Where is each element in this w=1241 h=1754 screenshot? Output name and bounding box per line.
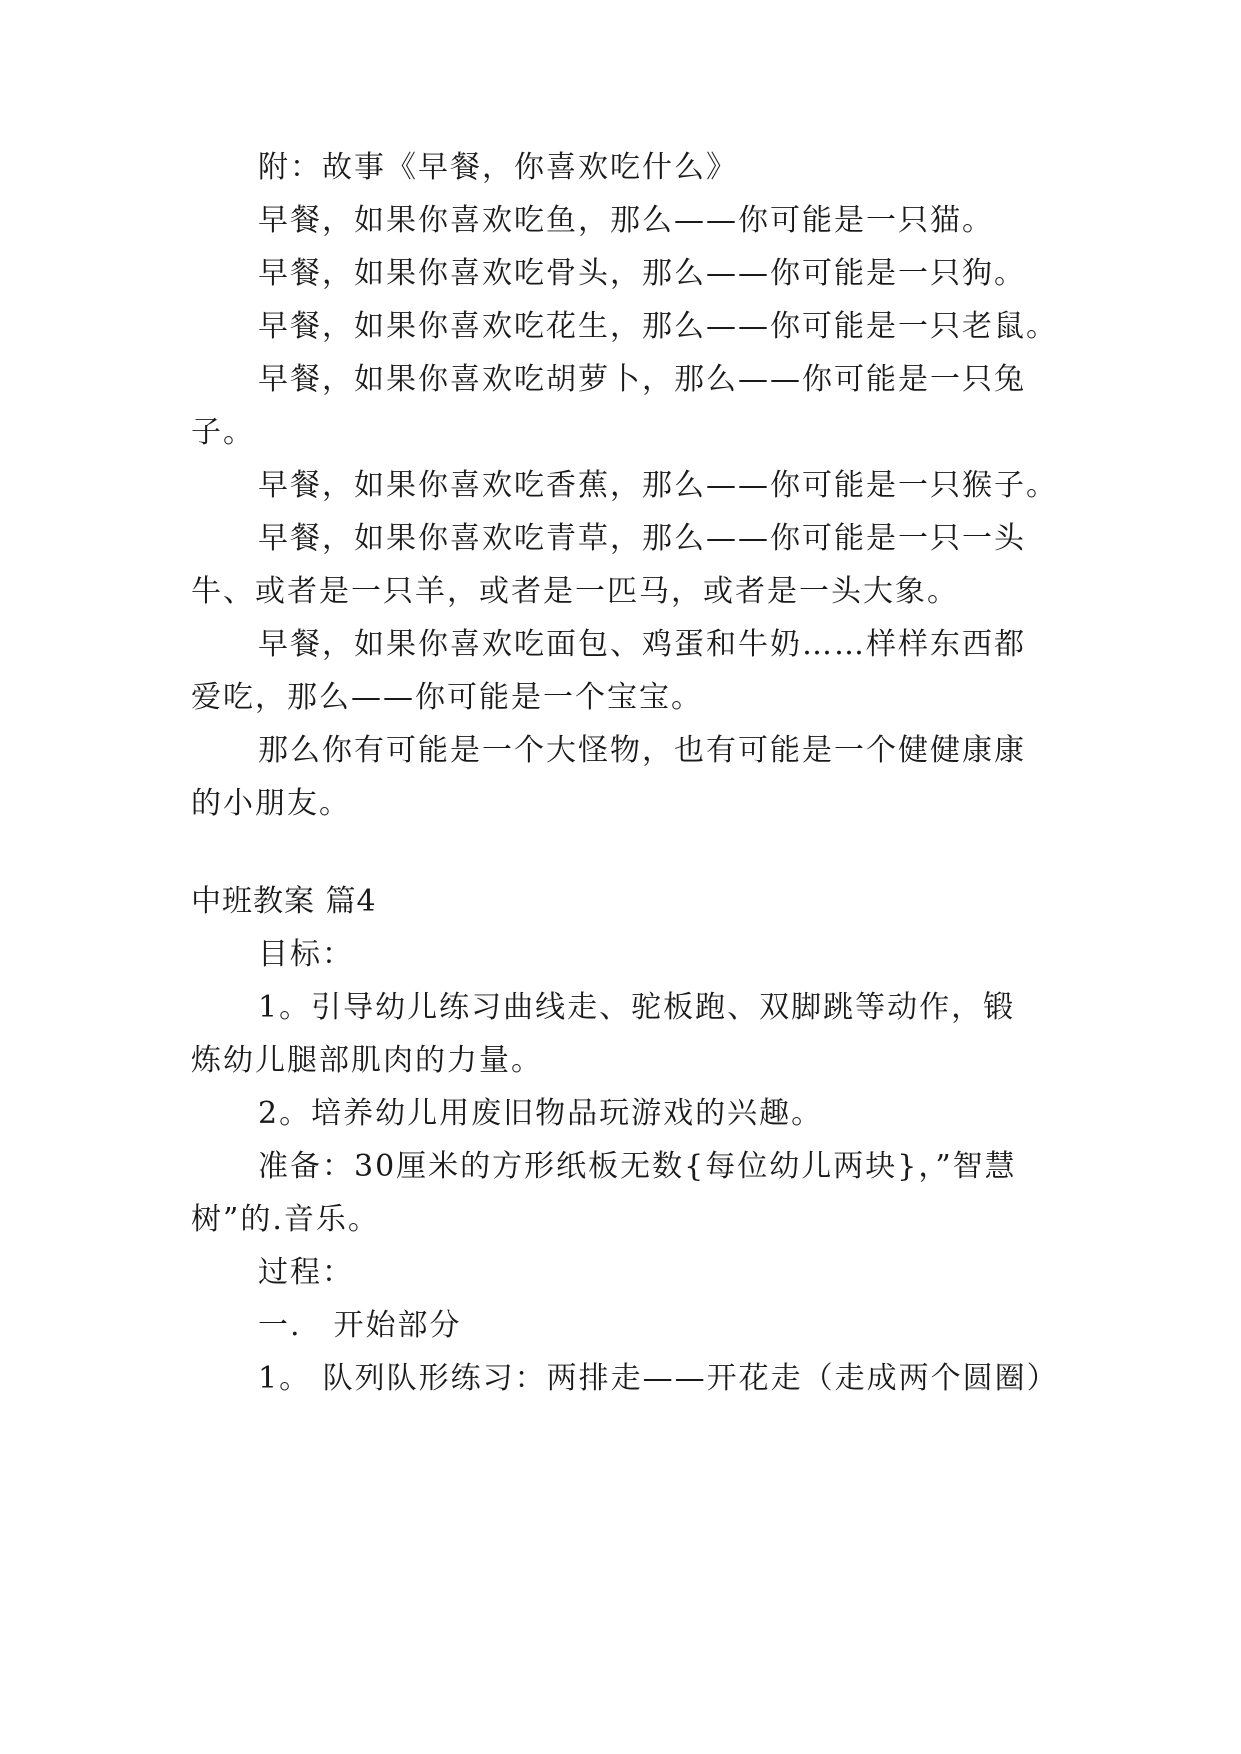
story-line: 爱吃，那么——你可能是一个宝宝。 (191, 680, 703, 715)
story-line: 早餐，如果你喜欢吃香蕉，那么——你可能是一只猴子。 (258, 468, 1058, 503)
lesson-line: 炼幼儿腿部肌肉的力量。 (191, 1043, 543, 1078)
lesson-line: 树”的.音乐。 (191, 1202, 380, 1237)
lesson-line: 2。培养幼儿用废旧物品玩游戏的兴趣。 (258, 1096, 824, 1131)
story-line: 那么你有可能是一个大怪物，也有可能是一个健健康康 (258, 733, 1026, 768)
story-line: 早餐，如果你喜欢吃鱼，那么——你可能是一只猫。 (258, 203, 994, 238)
lesson-line: 过程： (258, 1255, 354, 1290)
section-heading: 中班教案 篇4 (191, 884, 377, 919)
lesson-line: 一. 开始部分 (258, 1308, 462, 1343)
lesson-line: 准备：30厘米的方形纸板无数{每位幼儿两块}，”智慧 (258, 1149, 1017, 1184)
story-line: 牛、或者是一只羊，或者是一匹马，或者是一头大象。 (191, 574, 959, 609)
story-title: 附：故事《早餐，你喜欢吃什么》 (258, 150, 738, 185)
story-line: 子。 (191, 415, 255, 450)
story-line: 早餐，如果你喜欢吃胡萝卜，那么——你可能是一只兔 (258, 362, 1026, 397)
story-line: 早餐，如果你喜欢吃青草，那么——你可能是一只一头 (258, 521, 1026, 556)
story-line: 早餐，如果你喜欢吃面包、鸡蛋和牛奶……样样东西都 (258, 627, 1026, 662)
lesson-line: 目标： (258, 937, 354, 972)
story-line: 早餐，如果你喜欢吃骨头，那么——你可能是一只狗。 (258, 256, 1026, 291)
lesson-line: 1。 队列队形练习：两排走——开花走（走成两个圆圈） (258, 1361, 1059, 1396)
story-line: 的小朋友。 (191, 786, 351, 821)
lesson-line: 1。引导幼儿练习曲线走、驼板跑、双脚跳等动作，锻 (258, 990, 1016, 1025)
story-line: 早餐，如果你喜欢吃花生，那么——你可能是一只老鼠。 (258, 309, 1058, 344)
